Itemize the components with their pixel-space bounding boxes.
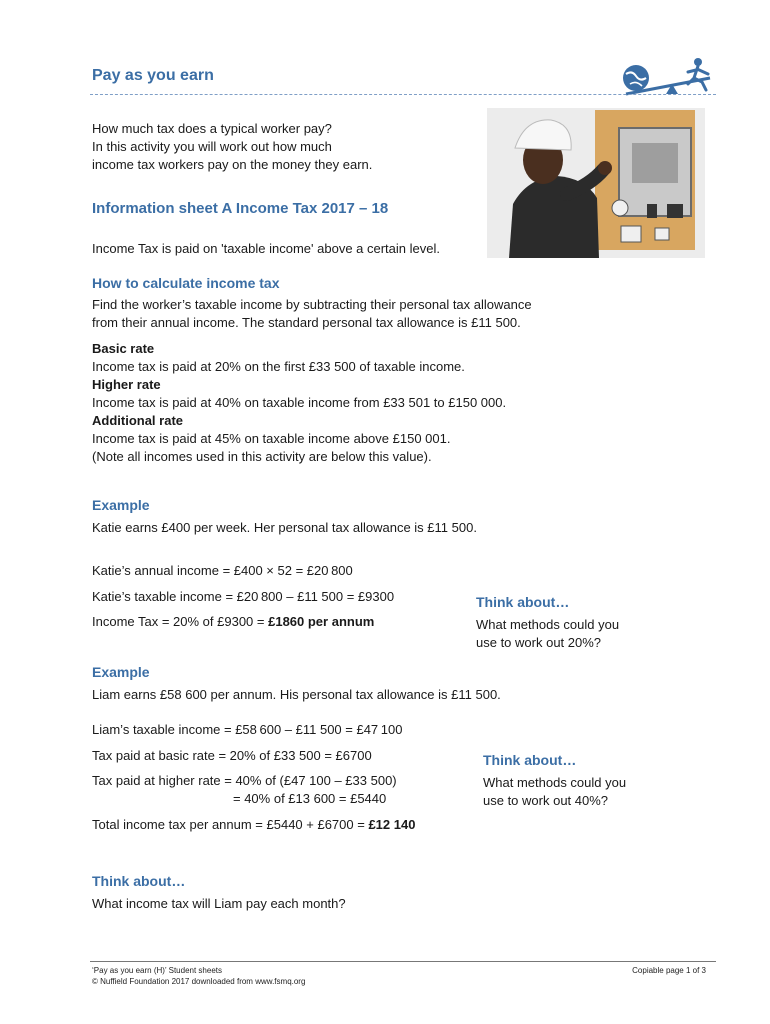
footer-left — [92, 965, 305, 987]
example-1-income-tax-result: £1860 per annum — [268, 614, 375, 629]
footer-divider — [90, 961, 716, 962]
final-think-about-heading: Think about… — [92, 873, 186, 889]
intro-line: How much tax does a typical worker pay? — [92, 121, 332, 136]
example-2-taxable-income: Liam’s taxable income = £58 600 – £11 500 = £47 100 — [92, 722, 403, 737]
intro-line: In this activity you will work out how much — [92, 139, 332, 154]
intro-line: income tax workers pay on the money they earn. — [92, 157, 373, 172]
electrician-photo — [487, 108, 705, 258]
example-2-total — [92, 816, 415, 834]
example-1-heading: Example — [92, 497, 150, 513]
footer-page-number: Copiable page 1 of 3 — [632, 966, 706, 975]
example-2-higher-rate-result: = 40% of £13 600 = £5440 — [233, 791, 387, 806]
tax-rates — [92, 340, 712, 466]
think-about-line: What methods could you — [476, 617, 620, 632]
basic-rate-text: Income tax is paid at 20% on the first £33 500 of taxable income. — [92, 359, 465, 374]
think-about-1-text — [476, 616, 619, 652]
rate-note: (Note all incomes used in this activity are below this value). — [92, 449, 432, 464]
basic-rate-label: Basic rate — [92, 341, 155, 356]
example-1-text: Katie earns £400 per week. Her personal tax allowance is £11 500. — [92, 520, 477, 535]
example-1-taxable-income: Katie’s taxable income = £20 800 – £11 500 = £9300 — [92, 589, 395, 604]
higher-rate-label: Higher rate — [92, 377, 161, 392]
think-about-line: use to work out 40%? — [483, 793, 609, 808]
example-1-income-tax — [92, 613, 374, 631]
example-2-basic-rate: Tax paid at basic rate = 20% of £33 500 = £6700 — [92, 748, 372, 763]
example-2-heading: Example — [92, 664, 150, 680]
footer-line: ‘Pay as you earn (H)’ Student sheets — [92, 966, 222, 975]
higher-rate-text: Income tax is paid at 40% on taxable income from £33 501 to £150 000. — [92, 395, 507, 410]
page-title: Pay as you earn — [92, 67, 214, 84]
think-about-1-heading: Think about… — [476, 594, 570, 610]
title-divider — [90, 94, 716, 95]
additional-rate-label: Additional rate — [92, 413, 184, 428]
final-think-about-text: What income tax will Liam pay each month? — [92, 896, 346, 911]
think-about-2-text — [483, 774, 626, 810]
info-sheet-text: Income Tax is paid on 'taxable income' above a certain level. — [92, 241, 440, 256]
additional-rate-text: Income tax is paid at 45% on taxable income above £150 001. — [92, 431, 451, 446]
how-to-text — [92, 296, 712, 332]
example-2-text: Liam earns £58 600 per annum. His personal tax allowance is £11 500. — [92, 687, 501, 702]
example-1-income-tax-text: Income Tax = 20% of £9300 = — [92, 614, 269, 629]
how-to-heading: How to calculate income tax — [92, 275, 280, 291]
info-sheet-heading: Information sheet A Income Tax 2017 – 18 — [92, 200, 389, 217]
intro-text — [92, 120, 472, 174]
footer-line: © Nuffield Foundation 2017 downloaded from www.fsmq.org — [92, 977, 306, 986]
think-about-line: use to work out 20%? — [476, 635, 602, 650]
example-2-total-result: £12 140 — [368, 817, 416, 832]
example-2-total-text: Total income tax per annum = £5440 + £6700 = — [92, 817, 369, 832]
example-1-annual-income: Katie’s annual income = £400 × 52 = £20 800 — [92, 563, 353, 578]
think-about-line: What methods could you — [483, 775, 627, 790]
think-about-2-heading: Think about… — [483, 752, 577, 768]
nuffield-logo-icon — [612, 56, 716, 96]
example-2-higher-rate: Tax paid at higher rate = 40% of (£47 100 – £33 500) — [92, 773, 397, 788]
how-to-line: from their annual income. The standard personal tax allowance is £11 500. — [92, 315, 521, 330]
how-to-line: Find the worker’s taxable income by subtracting their personal tax allowance — [92, 297, 532, 312]
